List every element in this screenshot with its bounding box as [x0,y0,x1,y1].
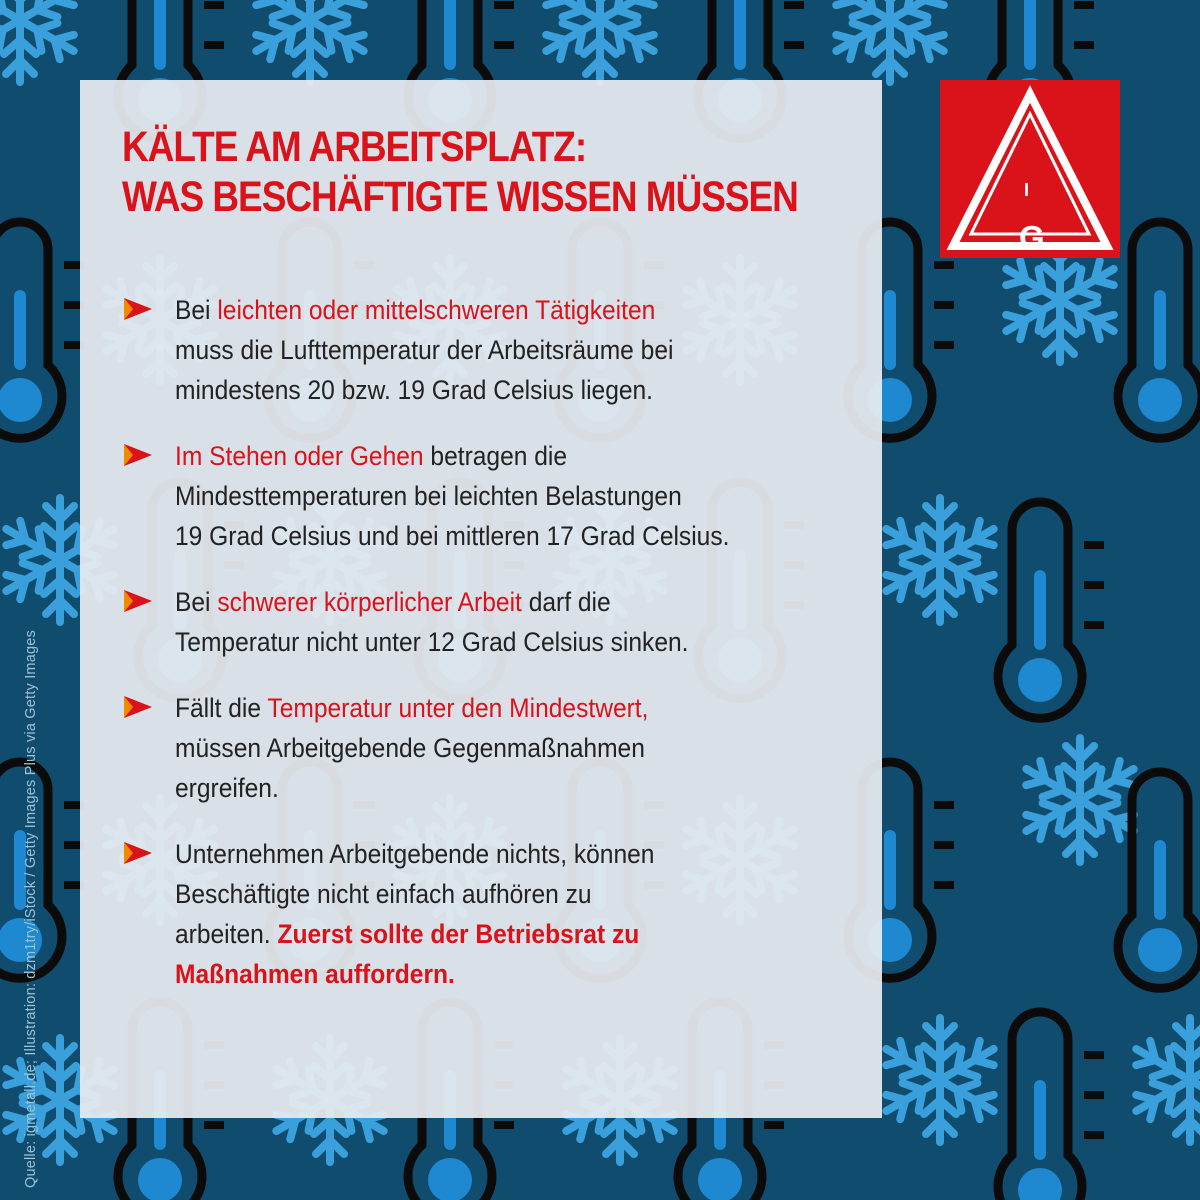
snowflake-icon [1018,738,1141,862]
bullet-arrow-icon [124,590,152,612]
bullet-3-highlight: schwerer körperlicher Arbeit [217,587,522,617]
snowflake-icon [538,0,661,82]
headline-line-2: WAS BESCHÄFTIGTE WISSEN MÜSSEN [122,173,798,221]
bullet-1-highlight: leichten oder mittelschweren Tätigkeiten [217,295,656,325]
snowflake-icon [0,0,82,82]
thermometer-icon [998,1012,1104,1200]
logo-letter-i: I [1024,180,1030,200]
bullet-3-line-1: Bei schwerer körperlicher Arbeit darf die [175,587,611,617]
bullet-arrow-icon [124,444,152,466]
bullet-2-line-1: Im Stehen oder Gehen betragen die [175,441,568,471]
thermometer-icon [1118,222,1200,438]
bullet-item [122,290,842,410]
bullet-item [122,688,842,808]
bullet-4-line-1: Fällt die Temperatur unter den Mindestwert, [175,693,649,723]
snowflake-icon [878,498,1001,622]
bullet-5-line-3: arbeiten. Zuerst sollte der Betriebsrat zu [175,919,640,949]
snowflake-icon [828,0,951,82]
headline [122,122,798,222]
bullet-item [122,834,842,994]
image-credit: Quelle: igmetall.de; Illustration: dzm1try/iStock / Getty Images Plus via Getty Images [23,630,39,1188]
snowflake-icon [1128,1018,1200,1142]
thermometer-icon [0,762,84,978]
bullet-1-line-3: mindestens 20 bzw. 19 Grad Celsius liegen. [175,375,654,405]
bullet-5-line-2: Beschäftigte nicht einfach aufhören zu [175,879,592,909]
logo-letter-g: G [1019,219,1045,256]
bullet-1-line-2: muss die Lufttemperatur der Arbeitsräume bei [175,335,674,365]
bullet-list [122,290,842,1020]
bullet-4-line-2: müssen Arbeitgebende Gegenmaßnahmen [175,733,645,763]
thermometer-icon [998,502,1104,718]
igm-logo-icon [940,80,1120,258]
bullet-2-line-3: 19 Grad Celsius und bei mittleren 17 Grad Celsius. [175,521,730,551]
bullet-4-line-3: ergreifen. [175,773,279,803]
bullet-arrow-icon [124,696,152,718]
snowflake-icon [878,1018,1001,1142]
bullet-arrow-icon [124,842,152,864]
bullet-arrow-icon [124,298,152,320]
thermometer-icon [0,222,84,438]
bullet-1-line-1: Bei leichten oder mittelschweren Tätigkeiten [175,295,656,325]
bullet-2-highlight: Im Stehen oder Gehen [175,441,424,471]
snowflake-icon [248,0,371,82]
bullet-5-line-1: Unternehmen Arbeitgebende nichts, können [175,839,655,869]
bullet-item [122,582,842,662]
bullet-3-line-2: Temperatur nicht unter 12 Grad Celsius sinken. [175,627,689,657]
headline-line-1: KÄLTE AM ARBEITSPLATZ: [122,123,587,171]
bullet-5-highlight: Zuerst sollte der Betriebsrat zu [277,919,640,949]
bullet-2-line-2: Mindesttemperaturen bei leichten Belastungen [175,481,682,511]
bullet-4-highlight: Temperatur unter den Mindestwert, [267,693,649,723]
bullet-5-line-4: Maßnahmen auffordern. [175,959,455,989]
bullet-item [122,436,842,556]
thermometer-icon [1118,772,1200,988]
